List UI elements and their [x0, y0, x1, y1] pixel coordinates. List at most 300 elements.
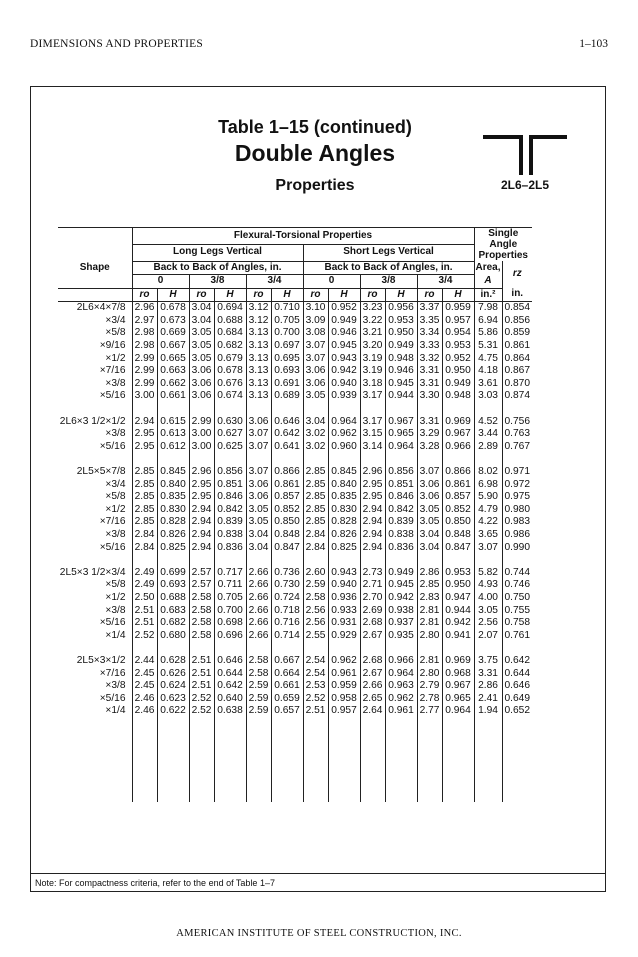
value-cell: 2.94	[360, 516, 385, 529]
value-cell: 2.07	[474, 630, 502, 643]
value-cell: 2.97	[132, 315, 157, 328]
value-cell: 0.657	[271, 705, 303, 718]
table-row	[58, 466, 532, 479]
value-cell: 0.845	[328, 466, 360, 479]
value-cell: 2.58	[246, 655, 271, 668]
value-cell: 3.35	[417, 315, 442, 328]
value-cell: 2.66	[246, 630, 271, 643]
value-cell: 0.838	[385, 529, 417, 542]
value-cell: 0.836	[214, 542, 246, 555]
value-cell: 2.41	[474, 693, 502, 706]
value-cell: 3.03	[474, 390, 502, 403]
value-cell: 2.52	[303, 693, 328, 706]
value-cell: 0.688	[214, 315, 246, 328]
value-cell: 3.07	[246, 441, 271, 454]
value-cell: 2.58	[303, 592, 328, 605]
table-row	[58, 302, 532, 315]
value-cell: 0.736	[271, 567, 303, 580]
value-cell: 2.94	[189, 504, 214, 517]
value-cell: 0.714	[271, 630, 303, 643]
value-cell: 0.678	[157, 302, 189, 315]
shape-cell: ×7/16	[99, 365, 126, 377]
value-cell: 0.659	[271, 693, 303, 706]
value-cell: 0.756	[502, 416, 532, 429]
value-cell: 2.46	[132, 705, 157, 718]
value-cell: 2.56	[303, 605, 328, 618]
value-cell: 0.962	[328, 655, 360, 668]
value-cell: 0.710	[271, 302, 303, 315]
value-cell: 2.94	[189, 529, 214, 542]
value-cell: 0.641	[271, 441, 303, 454]
value-cell: 2.95	[360, 479, 385, 492]
value-cell: 2.66	[246, 567, 271, 580]
table-row	[58, 390, 532, 403]
value-cell: 2.52	[132, 630, 157, 643]
table-row	[58, 315, 532, 328]
value-cell: 3.31	[474, 668, 502, 681]
value-cell: 2.85	[132, 479, 157, 492]
header-subcolumn: in.	[502, 288, 532, 302]
value-cell: 5.82	[474, 567, 502, 580]
value-cell: 0.959	[442, 302, 474, 315]
value-cell: 2.95	[132, 441, 157, 454]
value-cell: 0.642	[214, 680, 246, 693]
value-cell: 0.825	[157, 542, 189, 555]
table-row	[58, 617, 532, 630]
value-cell: 0.940	[328, 378, 360, 391]
value-cell: 2.69	[360, 605, 385, 618]
value-cell: 0.691	[271, 378, 303, 391]
shape-cell: 2L6×3 1/2×1/2	[59, 415, 126, 427]
value-cell: 2.66	[246, 605, 271, 618]
double-angle-icon	[483, 131, 567, 175]
value-cell: 2.65	[360, 693, 385, 706]
value-cell: 0.852	[442, 504, 474, 517]
value-cell: 2.57	[189, 567, 214, 580]
value-cell: 0.856	[214, 466, 246, 479]
value-cell: 0.964	[385, 441, 417, 454]
value-cell: 2.85	[303, 466, 328, 479]
shape-cell: ×5/16	[99, 440, 126, 452]
shape-cell: ×5/8	[105, 327, 126, 339]
value-cell: 3.05	[189, 340, 214, 353]
shape-cell: ×5/8	[105, 491, 126, 503]
value-cell: 3.06	[303, 365, 328, 378]
value-cell: 0.861	[442, 479, 474, 492]
value-cell: 2.85	[132, 491, 157, 504]
value-cell: 5.90	[474, 491, 502, 504]
value-cell: 3.12	[246, 315, 271, 328]
shape-cell: 2L5×3 1/2×3/4	[59, 566, 126, 578]
value-cell: 2.56	[474, 617, 502, 630]
value-cell: 0.959	[328, 680, 360, 693]
value-cell: 0.964	[385, 668, 417, 681]
value-cell: 3.14	[360, 441, 385, 454]
value-cell: 2.51	[189, 655, 214, 668]
table-number: Table 1–15 (continued)	[218, 117, 412, 137]
value-cell: 3.04	[417, 529, 442, 542]
value-cell: 2.57	[189, 579, 214, 592]
value-cell: 2.77	[417, 705, 442, 718]
value-cell: 2.95	[189, 479, 214, 492]
value-cell: 0.828	[157, 516, 189, 529]
value-cell: 3.13	[246, 378, 271, 391]
value-cell: 3.05	[189, 327, 214, 340]
value-cell: 3.04	[303, 416, 328, 429]
shape-cell: ×5/16	[99, 692, 126, 704]
value-cell: 3.05	[246, 504, 271, 517]
value-cell: 0.630	[214, 416, 246, 429]
value-cell: 0.667	[271, 655, 303, 668]
value-cell: 2.59	[303, 579, 328, 592]
value-cell: 4.75	[474, 353, 502, 366]
value-cell: 0.852	[271, 504, 303, 517]
header-single-angle: Single Angle Properties	[474, 228, 532, 262]
value-cell: 0.937	[385, 617, 417, 630]
page-footer: AMERICAN INSTITUTE OF STEEL CONSTRUCTION, INC.	[176, 928, 462, 939]
value-cell: 2.59	[246, 705, 271, 718]
page-number: 1–103	[579, 38, 608, 50]
value-cell: 2.68	[360, 617, 385, 630]
table-row	[58, 504, 532, 517]
value-cell: 0.717	[214, 567, 246, 580]
value-cell: 3.06	[189, 390, 214, 403]
value-cell: 0.958	[328, 693, 360, 706]
header-subcolumn: H	[385, 288, 417, 302]
value-cell: 3.02	[303, 428, 328, 441]
table-row	[58, 378, 532, 391]
value-cell: 3.19	[360, 353, 385, 366]
value-cell: 0.828	[328, 516, 360, 529]
value-cell: 0.851	[214, 479, 246, 492]
value-cell: 2.49	[132, 579, 157, 592]
value-cell: 0.971	[502, 466, 532, 479]
value-cell: 0.870	[502, 378, 532, 391]
value-cell: 0.845	[157, 466, 189, 479]
value-cell: 0.682	[157, 617, 189, 630]
value-cell: 0.963	[385, 680, 417, 693]
value-cell: 2.98	[132, 327, 157, 340]
value-cell: 0.848	[271, 529, 303, 542]
header-spacing: 0	[303, 275, 360, 289]
value-cell: 0.964	[442, 705, 474, 718]
value-cell: 2.86	[417, 567, 442, 580]
shape-cell: ×1/2	[105, 591, 126, 603]
header-long-legs: Long Legs Vertical	[132, 244, 303, 261]
value-cell: 3.13	[246, 365, 271, 378]
value-cell: 0.835	[328, 491, 360, 504]
value-cell: 0.763	[502, 428, 532, 441]
value-cell: 2.59	[246, 693, 271, 706]
value-cell: 2.58	[189, 592, 214, 605]
value-cell: 3.04	[189, 315, 214, 328]
value-cell: 3.05	[417, 504, 442, 517]
shape-cell: ×3/8	[105, 604, 126, 616]
value-cell: 2.80	[417, 668, 442, 681]
shape-cell: 2L6×4×7/8	[76, 302, 126, 314]
table-row	[58, 605, 532, 618]
shape-cell: ×3/8	[105, 428, 126, 440]
value-cell: 0.826	[328, 529, 360, 542]
table-row	[58, 416, 532, 429]
value-cell: 2.59	[246, 680, 271, 693]
value-cell: 0.983	[502, 516, 532, 529]
value-cell: 0.761	[502, 630, 532, 643]
value-cell: 2.66	[360, 680, 385, 693]
value-cell: 2.53	[303, 680, 328, 693]
shape-cell: ×5/16	[99, 390, 126, 402]
header-subcolumn: ro	[417, 288, 442, 302]
value-cell: 3.44	[474, 428, 502, 441]
value-cell: 0.952	[328, 302, 360, 315]
value-cell: 0.946	[385, 365, 417, 378]
value-cell: 0.946	[328, 327, 360, 340]
value-cell: 0.825	[328, 542, 360, 555]
value-cell: 0.967	[442, 680, 474, 693]
value-cell: 3.07	[474, 542, 502, 555]
value-cell: 2.95	[189, 491, 214, 504]
header-subcolumn: H	[271, 288, 303, 302]
value-cell: 2.68	[360, 655, 385, 668]
value-cell: 2.51	[303, 705, 328, 718]
value-cell: 3.05	[246, 516, 271, 529]
value-cell: 0.847	[271, 542, 303, 555]
value-cell: 3.06	[303, 378, 328, 391]
value-cell: 0.949	[385, 340, 417, 353]
value-cell: 3.00	[189, 428, 214, 441]
value-cell: 0.953	[442, 567, 474, 580]
value-cell: 3.06	[189, 365, 214, 378]
value-cell: 3.07	[246, 466, 271, 479]
value-cell: 2.51	[189, 680, 214, 693]
header-subcolumn: ro	[246, 288, 271, 302]
value-cell: 3.07	[303, 353, 328, 366]
value-cell: 6.94	[474, 315, 502, 328]
value-cell: 4.18	[474, 365, 502, 378]
value-cell: 0.627	[214, 428, 246, 441]
value-cell: 0.962	[328, 428, 360, 441]
value-cell: 0.642	[271, 428, 303, 441]
table-subtitle: Properties	[275, 177, 355, 194]
table-row	[58, 365, 532, 378]
value-cell: 3.15	[360, 428, 385, 441]
shape-cell: ×1/2	[105, 352, 126, 364]
header-shape: Shape	[79, 261, 110, 273]
table-row	[58, 693, 532, 706]
header-btb-short: Back to Back of Angles, in.	[303, 261, 474, 275]
value-cell: 0.646	[214, 655, 246, 668]
value-cell: 0.968	[442, 668, 474, 681]
table-row	[58, 668, 532, 681]
table-row	[58, 542, 532, 555]
value-cell: 0.623	[157, 693, 189, 706]
value-cell: 3.34	[417, 327, 442, 340]
value-cell: 0.652	[502, 705, 532, 718]
value-cell: 0.929	[328, 630, 360, 643]
value-cell: 8.02	[474, 466, 502, 479]
value-cell: 0.854	[502, 302, 532, 315]
value-cell: 2.95	[132, 428, 157, 441]
shape-cell: ×1/2	[105, 503, 126, 515]
value-cell: 0.846	[214, 491, 246, 504]
value-cell: 0.867	[502, 365, 532, 378]
value-cell: 0.847	[442, 542, 474, 555]
value-cell: 0.700	[214, 605, 246, 618]
value-cell: 0.676	[214, 378, 246, 391]
value-cell: 0.839	[385, 516, 417, 529]
value-cell: 2.85	[303, 491, 328, 504]
value-cell: 0.936	[328, 592, 360, 605]
table-row	[58, 491, 532, 504]
value-cell: 0.943	[328, 567, 360, 580]
value-cell: 0.949	[385, 567, 417, 580]
value-cell: 2.52	[189, 693, 214, 706]
value-cell: 0.840	[328, 479, 360, 492]
value-cell: 3.28	[417, 441, 442, 454]
value-cell: 3.13	[246, 340, 271, 353]
value-cell: 3.07	[417, 466, 442, 479]
value-cell: 2.99	[132, 365, 157, 378]
value-cell: 4.93	[474, 579, 502, 592]
value-cell: 0.642	[502, 655, 532, 668]
value-cell: 0.941	[442, 630, 474, 643]
value-cell: 0.967	[442, 428, 474, 441]
table-row	[58, 340, 532, 353]
value-cell: 0.967	[385, 416, 417, 429]
value-cell: 0.962	[385, 693, 417, 706]
shape-cell: ×3/4	[105, 478, 126, 490]
value-cell: 0.945	[385, 579, 417, 592]
value-cell: 0.839	[214, 516, 246, 529]
shape-cell: ×3/4	[105, 314, 126, 326]
value-cell: 0.628	[157, 655, 189, 668]
value-cell: 3.06	[417, 491, 442, 504]
value-cell: 0.626	[157, 668, 189, 681]
value-cell: 0.856	[502, 315, 532, 328]
value-cell: 0.842	[385, 504, 417, 517]
value-cell: 2.50	[132, 592, 157, 605]
value-cell: 0.688	[157, 592, 189, 605]
value-cell: 2.85	[132, 516, 157, 529]
value-cell: 2.81	[417, 617, 442, 630]
shape-cell: ×1/4	[105, 705, 126, 717]
value-cell: 0.674	[214, 390, 246, 403]
value-cell: 2.96	[132, 302, 157, 315]
value-cell: 2.85	[132, 504, 157, 517]
shape-cell: ×1/4	[105, 629, 126, 641]
value-cell: 0.950	[442, 579, 474, 592]
value-cell: 0.953	[442, 340, 474, 353]
value-cell: 3.12	[246, 302, 271, 315]
value-cell: 0.857	[442, 491, 474, 504]
value-cell: 0.622	[157, 705, 189, 718]
value-cell: 3.05	[189, 353, 214, 366]
shape-cell: ×5/8	[105, 579, 126, 591]
value-cell: 0.667	[157, 340, 189, 353]
value-cell: 3.31	[417, 416, 442, 429]
value-cell: 0.931	[328, 617, 360, 630]
value-cell: 0.939	[328, 390, 360, 403]
value-cell: 0.952	[442, 353, 474, 366]
value-cell: 0.697	[271, 340, 303, 353]
header-subcolumn: ro	[303, 288, 328, 302]
shape-cell: ×7/16	[99, 667, 126, 679]
value-cell: 0.954	[442, 327, 474, 340]
value-cell: 0.960	[328, 441, 360, 454]
header-subcolumn: ro	[132, 288, 157, 302]
value-cell: 0.861	[502, 340, 532, 353]
value-cell: 0.966	[385, 655, 417, 668]
header-subcolumn: H	[157, 288, 189, 302]
value-cell: 2.51	[132, 617, 157, 630]
value-cell: 0.669	[157, 327, 189, 340]
value-cell: 0.680	[157, 630, 189, 643]
value-cell: 3.07	[303, 340, 328, 353]
value-cell: 0.842	[214, 504, 246, 517]
value-cell: 0.689	[271, 390, 303, 403]
table-row	[58, 630, 532, 643]
table-row	[58, 327, 532, 340]
value-cell: 2.95	[360, 491, 385, 504]
value-cell: 0.964	[328, 416, 360, 429]
value-cell: 0.948	[442, 390, 474, 403]
value-cell: 0.693	[157, 579, 189, 592]
value-cell: 3.05	[474, 605, 502, 618]
shape-cell: ×3/8	[105, 680, 126, 692]
value-cell: 0.665	[157, 353, 189, 366]
value-cell: 3.13	[246, 353, 271, 366]
value-cell: 2.70	[360, 592, 385, 605]
value-cell: 0.750	[502, 592, 532, 605]
value-cell: 2.54	[303, 655, 328, 668]
value-cell: 0.826	[157, 529, 189, 542]
header-flexural: Flexural-Torsional Properties	[132, 228, 474, 245]
value-cell: 2.99	[189, 416, 214, 429]
value-cell: 2.71	[360, 579, 385, 592]
value-cell: 5.31	[474, 340, 502, 353]
value-cell: 3.17	[360, 416, 385, 429]
value-cell: 0.961	[385, 705, 417, 718]
value-cell: 2.99	[132, 353, 157, 366]
value-cell: 2.67	[360, 668, 385, 681]
value-cell: 3.06	[417, 479, 442, 492]
value-cell: 3.31	[417, 378, 442, 391]
value-cell: 3.21	[360, 327, 385, 340]
value-cell: 0.957	[442, 315, 474, 328]
value-cell: 7.98	[474, 302, 502, 315]
value-cell: 3.05	[303, 390, 328, 403]
value-cell: 2.80	[417, 630, 442, 643]
table-row	[58, 479, 532, 492]
value-cell: 3.19	[360, 365, 385, 378]
value-cell: 0.838	[214, 529, 246, 542]
value-cell: 0.969	[442, 416, 474, 429]
value-cell: 0.661	[271, 680, 303, 693]
value-cell: 2.85	[303, 504, 328, 517]
value-cell: 2.83	[417, 592, 442, 605]
value-cell: 2.94	[360, 529, 385, 542]
value-cell: 0.695	[271, 353, 303, 366]
shape-cell: ×5/16	[99, 541, 126, 553]
value-cell: 2.58	[189, 605, 214, 618]
value-cell: 0.664	[271, 668, 303, 681]
value-cell: 4.00	[474, 592, 502, 605]
shape-cell: ×9/16	[99, 340, 126, 352]
value-cell: 3.05	[417, 516, 442, 529]
value-cell: 3.04	[189, 302, 214, 315]
shape-cell: 2L5×3×1/2	[76, 654, 126, 666]
value-cell: 3.10	[303, 302, 328, 315]
